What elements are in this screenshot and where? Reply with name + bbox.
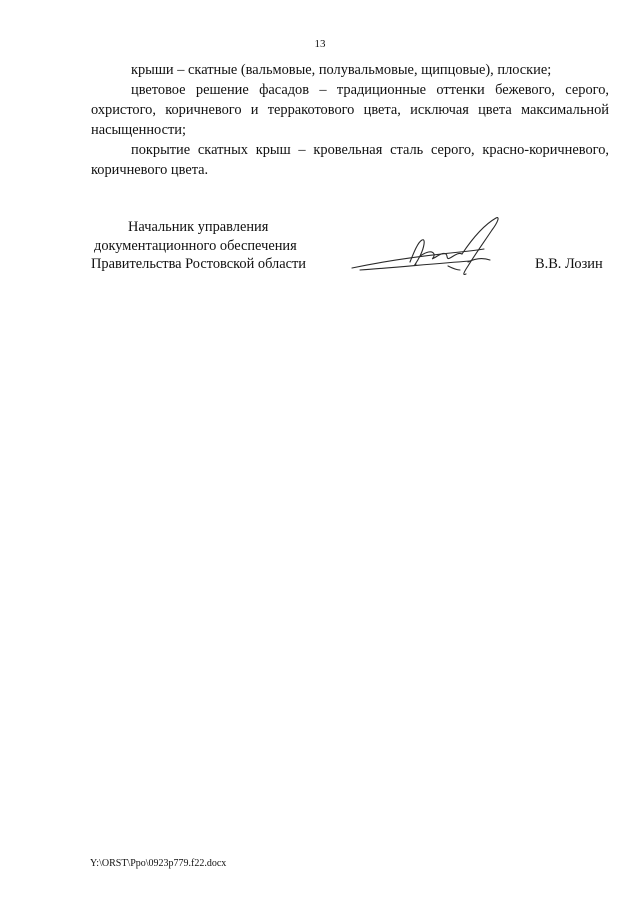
page-number: 13 — [314, 38, 326, 50]
handwritten-signature — [350, 212, 510, 284]
body-text — [91, 60, 609, 180]
signer-title-line-2: документационного обеспечения — [94, 238, 297, 254]
signer-title-line-1: Начальник управления — [128, 219, 269, 235]
paragraph-facade-colors: цветовое решение фасадов – традиционные оттенки бежевого, серого, охристого, коричневого и терракотового цвета, исключая цвета максимальной насыщенности; — [91, 82, 609, 138]
paragraph-roof-covering: покрытие скатных крыш – кровельная сталь серого, красно-коричневого, коричневого цвета. — [91, 142, 609, 178]
footer-file-path: Y:\ORST\Ppo\0923p779.f22.docx — [90, 858, 227, 869]
signer-name: В.В. Лозин — [535, 256, 603, 272]
signer-title-line-3: Правительства Ростовской области — [91, 256, 306, 272]
paragraph-roofs: крыши – скатные (вальмовые, полувальмовые, щипцовые), плоские; — [131, 62, 552, 78]
